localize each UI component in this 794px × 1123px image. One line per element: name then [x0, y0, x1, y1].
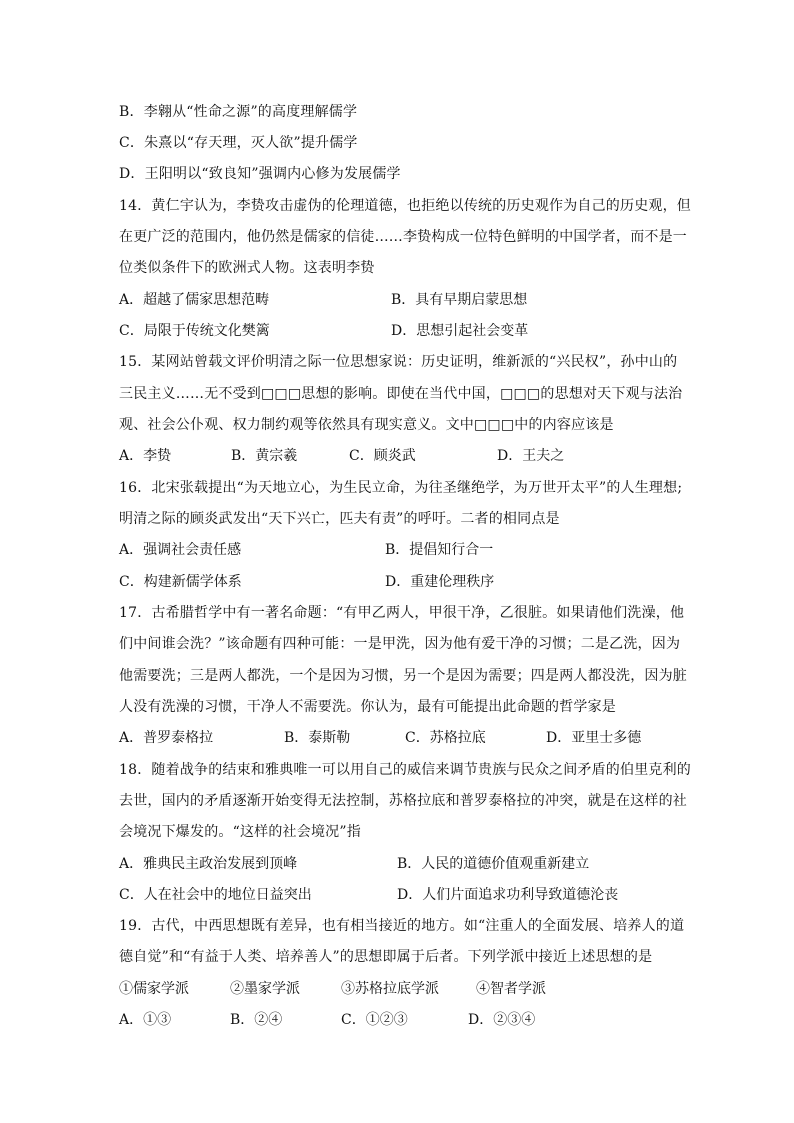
q15-stem-line: 观、社会公仆观、权力制约观等依然具有现实意义。文中□□□中的内容应该是	[119, 417, 614, 433]
q13-option-b: B．李翱从“性命之源”的高度理解儒学	[119, 104, 358, 120]
q14-stem-line: 在更广泛的范围内，他仍然是儒家的信徒……李贽构成一位特色鲜明的中国学者，而不是一	[119, 229, 687, 245]
q19-item-1: ①儒家学派	[119, 981, 189, 997]
q14-option-c: C．局限于传统文化樊篱	[119, 323, 270, 339]
q15-option-c: C．顾炎武	[349, 448, 416, 464]
q17-option-d: D．亚里士多德	[546, 730, 642, 746]
q16-option-b: B．提倡知行合一	[385, 542, 494, 558]
q18-option-c: C．人在社会中的地位日益突出	[119, 887, 312, 903]
q17-stem-line: 17．古希腊哲学中有一著名命题：“有甲乙两人，甲很干净，乙很脏。如果请他们洗澡，他	[119, 605, 685, 621]
q19-option-d: D．②③④	[468, 1012, 536, 1028]
q16-option-a: A．强调社会责任感	[119, 542, 242, 558]
q19-option-a: A．①③	[119, 1012, 172, 1028]
q17-option-c: C．苏格拉底	[405, 730, 486, 746]
q18-stem-line: 18．随着战争的结束和雅典唯一可以用自己的威信来调节贵族与民众之间矛盾的伯里克利的	[119, 762, 692, 778]
q13-option-d: D．王阳明以“致良知”强调内心修为发展儒学	[119, 166, 401, 182]
q19-item-2: ②墨家学派	[230, 981, 300, 997]
q17-option-a: A．普罗泰格拉	[119, 730, 214, 746]
q15-stem-line: 三民主义……无不受到□□□思想的影响。即使在当代中国，□□□的思想对天下观与法治	[119, 386, 683, 402]
q19-stem-line: 德自觉”和“有益于人类、培养善人”的思想即属于后者。下列学派中接近上述思想的是	[119, 949, 653, 965]
q16-option-d: D．重建伦理秩序	[385, 574, 495, 590]
q18-stem-line: 会境况下爆发的。“这样的社会境况”指	[119, 824, 361, 840]
q15-stem-line: 15．某网站曾载文评价明清之际一位思想家说：历史证明，维新派的“兴民权”，孙中山的	[119, 354, 678, 370]
q15-option-a: A．李贽	[119, 448, 172, 464]
q18-option-d: D．人们片面追求功利导致道德沦丧	[397, 887, 619, 903]
q17-stem-line: 们中间谁会洗？”该命题有四种可能：一是甲洗，因为他有爱干净的习惯；二是乙洗，因为	[119, 636, 681, 652]
q16-stem-line: 明清之际的顾炎武发出“天下兴亡，匹夫有责”的呼吁。二者的相同点是	[119, 511, 560, 527]
q19-item-3: ③苏格拉底学派	[341, 981, 439, 997]
q17-stem-line: 他需要洗；三是两人都洗，一个是因为习惯，另一个是因为需要；四是两人都没洗，因为脏	[119, 668, 687, 684]
q16-stem-line: 16．北宋张载提出“为天地立心，为生民立命，为往圣继绝学，为万世开太平”的人生理想;	[119, 480, 683, 496]
q14-option-b: B．具有早期启蒙思想	[391, 292, 528, 308]
q19-stem-line: 19．古代，中西思想既有差异，也有相当接近的地方。如“注重人的全面发展、培养人的道	[119, 918, 685, 934]
q14-option-d: D．思想引起社会变革	[391, 323, 529, 339]
q19-option-c: C．①②③	[341, 1012, 408, 1028]
q14-option-a: A．超越了儒家思想范畴	[119, 292, 270, 308]
q17-stem-line: 人没有洗澡的习惯，干净人不需要洗。你认为，最有可能提出此命题的哲学家是	[119, 699, 616, 715]
q14-stem-line: 14．黄仁宇认为，李贽攻击虚伪的伦理道德，也拒绝以传统的历史观作为自己的历史观，但	[119, 198, 692, 214]
q19-option-b: B．②④	[230, 1012, 283, 1028]
q15-option-d: D．王夫之	[497, 448, 565, 464]
q13-option-c: C．朱熹以“存天理，灭人欲”提升儒学	[119, 135, 358, 151]
q18-stem-line: 去世，国内的矛盾逐渐开始变得无法控制，苏格拉底和普罗泰格拉的冲突，就是在这样的社	[119, 793, 687, 809]
q19-item-4: ④智者学派	[476, 981, 546, 997]
q16-option-c: C．构建新儒学体系	[119, 574, 242, 590]
q18-option-a: A．雅典民主政治发展到顶峰	[119, 856, 298, 872]
q18-option-b: B．人民的道德价值观重新建立	[397, 856, 590, 872]
q15-option-b: B．黄宗羲	[231, 448, 298, 464]
q17-option-b: B．泰斯勒	[284, 730, 351, 746]
q14-stem-line: 位类似条件下的欧洲式人物。这表明李贽	[119, 260, 375, 276]
